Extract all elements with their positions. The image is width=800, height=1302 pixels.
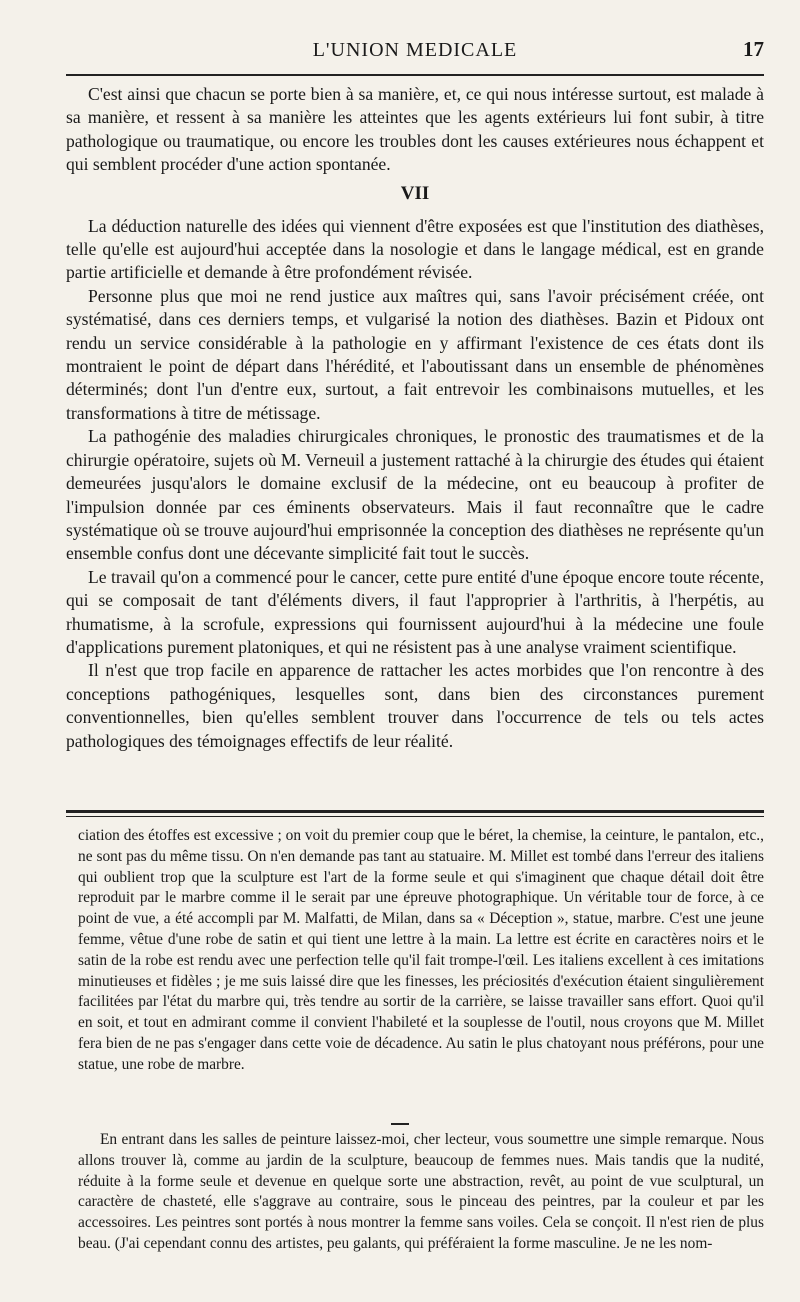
paragraph: La pathogénie des maladies chirurgicales chroniques, le pronostic des traumatismes et de la chirurgie opératoire, sujets où M. Verneuil a justement rattaché à la chirurgie des études qui étaient demeurées jusqu'alors le domaine exclusif de la médecine, ont eu beaucoup à profiter de l'impulsion donnée par ces éminents observateurs. Mais il faut reconnaître que le cadre systématique où se trouve aujourd'hui emprisonnée la conception des diathèses ne représente qu'un ensemble confus dont une décevante simplicité fait tout le succès. — [66, 426, 764, 564]
main-text — [66, 83, 764, 753]
paragraph: En entrant dans les salles de peinture laissez-moi, cher lecteur, vous soumettre une simple remarque. Nous allons trouver là, comme au jardin de la sculpture, beaucoup de femmes nues. Mais tandis que la nudité, réduite à la forme seule et devenue en quelque sorte une abstraction, revêt, au point de vue sculptural, un caractère de chasteté, elle s'aggrave au contraire, sous le pinceau des peintres, par la couleur et par les accessoires. Les peintres sont portés à nous montrer la femme sans voiles. Cela se conçoit. Il n'est rien de plus beau. (J'ai cependant connu des artistes, peu galants, qui préféraient la forme masculine. Je ne les nom- — [78, 1131, 764, 1252]
feuilleton-text — [78, 826, 764, 1076]
running-header — [66, 36, 764, 66]
feuilleton-text-continued — [78, 1130, 764, 1255]
section-heading: VII — [400, 182, 430, 204]
paragraph: La déduction naturelle des idées qui viennent d'être exposées est que l'institution des diathèses, telle qu'elle est aujourd'hui acceptée dans la nosologie et dans le langage médical, est en grande partie artificielle et demande à être profondément révisée. — [66, 215, 764, 283]
paragraph: C'est ainsi que chacun se porte bien à sa manière, et, ce qui nous intéresse surtout, est malade à sa manière, et ressent à sa manière les atteintes que les agents extérieurs lui font subir, à titre pathologique ou traumatique, ou encore les troubles dont les causes extérieures nous échappent et qui semblent procéder d'une action spontanée. — [66, 84, 764, 175]
paragraph: Personne plus que moi ne rend justice aux maîtres qui, sans l'avoir précisément créée, ont systématisé, dans ces derniers temps, et vulgarisé la notion des diathèses. Bazin et Pidoux ont rendu un service considérable à la pathologie en y affirmant l'existence de ces états dont ils montraient le point de départ dans l'hérédité, et l'aboutissant dans un ensemble de phénomènes déterminés; dont l'un d'entre eux, surtout, a fait entrevoir les combinaisons mutuelles, et les transformations à titre de métissage. — [66, 285, 764, 423]
paragraph: Il n'est que trop facile en apparence de rattacher les actes morbides que l'on rencontre à des conceptions pathogéniques, lesquelles sont, dans bien des circonstances purement conventionnelles, bien qu'elles semblent trouver dans l'occurrence de tels ou tels actes pathologiques des témoignages effectifs de leur réalité. — [66, 660, 764, 751]
journal-title: L'UNION MEDICALE — [312, 39, 518, 61]
footnote-divider — [66, 810, 764, 817]
paragraph: Le travail qu'on a commencé pour le cancer, cette pure entité d'une époque encore toute récente, qui se composait de tant d'éléments divers, il faut l'approprier à l'arthritis, à l'herpétis, au rhumatisme, à la scrofule, expressions qui fournissent aujourd'hui à la médecine une foule d'applications purement platoniques, et qui ne résistent pas à une analyse vraiment scientifique. — [66, 566, 764, 657]
paragraph: ciation des étoffes est excessive ; on voit du premier coup que le béret, la chemise, la ceinture, le pantalon, etc., ne sont pas du même tissu. On n'en demande pas tant au statuaire. M. Millet est tombé dans l'erreur des italiens qui oublient trop que la sculpture est l'art de la forme seule et qui s'imaginent que chaque détail doit être reproduit par le marbre comme il le serait par une épreuve photographique. Un véritable tour de force, à ce point de vue, a été accompli par M. Malfatti, de Milan, dans sa « Déception », statue, marbre. C'est une jeune femme, vêtue d'une robe de satin et qui tient une lettre à la main. La lettre est écrite en caractères noirs et le satin de la robe est rendu avec une perfection telle qu'il fait trompe-l'œil. Les italiens excellent à ces imitations minutieuses et fidèles ; je me suis laissé dire que les finesses, les préciosités d'exécution étaient singulièrement facilitées par l'état du marbre qui, très tendre au sortir de la carrière, se laisse travailler sans effort. Quoi qu'il en soit, et tout en admirant comme il convient l'habileté et la souplesse de l'outil, nous croyons que M. Millet fera bien de ne pas s'engager dans cette voie de décadence. Au satin le plus chatoyant nous préférons, pour une statue, une robe de marbre. — [78, 827, 764, 1073]
header-rule — [66, 74, 764, 76]
page-number: 17 — [743, 37, 764, 61]
dash-separator — [0, 1112, 800, 1130]
